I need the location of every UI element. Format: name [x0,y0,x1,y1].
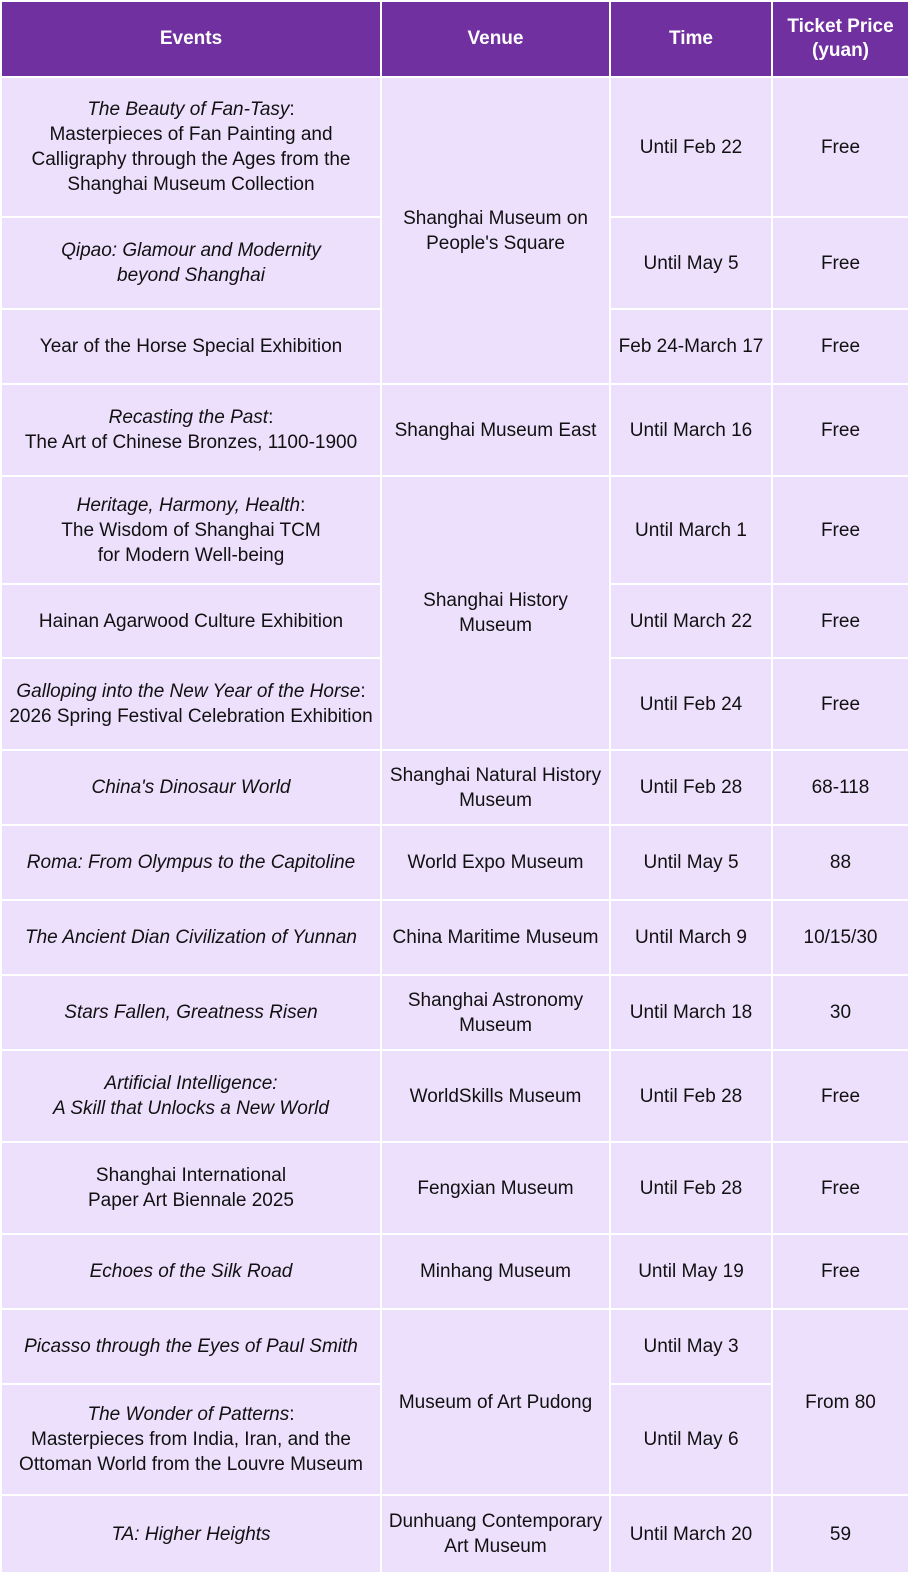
table-row [1,750,909,825]
header-price-line1: Ticket Price [787,16,894,37]
event-title: The Wonder of Patterns [87,1404,290,1425]
event-line1: Shanghai International [95,1165,287,1186]
header-time: Time [610,1,772,77]
header-price-line2: (yuan) [812,40,869,61]
time-cell: Until March 9 [610,900,772,975]
time-cell: Until Feb 24 [610,658,772,750]
venue-cell: Fengxian Museum [381,1142,610,1234]
event-subtitle-line2: for Modern Well-being [97,544,285,566]
table-row [1,1495,909,1573]
event-cell: The Ancient Dian Civilization of Yunnan [1,900,381,975]
price-cell: 30 [772,975,909,1050]
time-cell: Until March 22 [610,584,772,658]
event-cell: Stars Fallen, Greatness Risen [1,975,381,1050]
event-cell: Picasso through the Eyes of Paul Smith [1,1309,381,1384]
time-cell: Until March 16 [610,384,772,476]
time-cell: Until Feb 22 [610,77,772,217]
table-row [1,77,909,217]
event-title: Galloping into the New Year of the Horse [16,681,361,702]
price-cell: Free [772,309,909,384]
event-cell [1,384,381,476]
time-cell: Until March 18 [610,975,772,1050]
table-row [1,1234,909,1309]
event-subtitle: Masterpieces from India, Iran, and the Ottoman World from the Louvre Museum [19,1429,363,1475]
price-cell: 68-118 [772,750,909,825]
price-cell: Free [772,658,909,750]
event-colon: : [360,681,366,702]
time-cell: Until March 20 [610,1495,772,1573]
table-row [1,1142,909,1234]
event-cell [1,77,381,217]
price-cell: Free [772,476,909,584]
price-cell: From 80 [772,1309,909,1495]
event-colon: : [300,494,306,516]
time-cell: Until May 3 [610,1309,772,1384]
time-cell: Until May 5 [610,217,772,309]
time-cell: Until May 19 [610,1234,772,1309]
table-row [1,975,909,1050]
event-cell: China's Dinosaur World [1,750,381,825]
venue-cell: World Expo Museum [381,825,610,900]
event-cell: Roma: From Olympus to the Capitoline [1,825,381,900]
time-cell: Until May 5 [610,825,772,900]
price-cell: Free [772,217,909,309]
event-cell: TA: Higher Heights [1,1495,381,1573]
venue-cell: Shanghai History Museum [381,476,610,750]
venue-cell: Shanghai Astronomy Museum [381,975,610,1050]
event-cell [1,476,381,584]
header-events: Events [1,1,381,77]
event-colon: : [289,1404,295,1425]
header-row [1,1,909,77]
time-cell: Until Feb 28 [610,750,772,825]
venue-cell: China Maritime Museum [381,900,610,975]
table-row [1,1309,909,1384]
time-cell: Feb 24-March 17 [610,309,772,384]
venue-cell: Shanghai Museum on People's Square [381,77,610,384]
event-cell: Echoes of the Silk Road [1,1234,381,1309]
time-cell: Until Feb 28 [610,1142,772,1234]
header-ticket-price [772,1,909,77]
venue-cell: Shanghai Natural History Museum [381,750,610,825]
price-cell: 59 [772,1495,909,1573]
price-cell: Free [772,1234,909,1309]
price-cell: Free [772,1142,909,1234]
venue-cell: Shanghai Museum East [381,384,610,476]
event-title-line1: Qipao: Glamour and Modernity [61,240,321,261]
venue-cell: Minhang Museum [381,1234,610,1309]
event-title-line2: beyond Shanghai [117,265,265,286]
time-cell: Until May 6 [610,1384,772,1495]
venue-cell: Dunhuang Contemporary Art Museum [381,1495,610,1573]
table-row [1,1050,909,1142]
event-title: Heritage, Harmony, Health [76,494,301,516]
table-row [1,476,909,584]
event-cell [1,1142,381,1234]
event-colon: : [268,407,274,428]
time-cell: Until March 1 [610,476,772,584]
event-subtitle: 2026 Spring Festival Celebration Exhibition [9,706,373,727]
price-cell: Free [772,1050,909,1142]
event-cell: Year of the Horse Special Exhibition [1,309,381,384]
event-subtitle-line1: The Wisdom of Shanghai TCM [61,519,321,541]
venue-cell: Museum of Art Pudong [381,1309,610,1495]
event-title: Recasting the Past [108,407,269,428]
price-cell: 10/15/30 [772,900,909,975]
event-title: The Beauty of Fan-Tasy [87,99,290,120]
event-cell: Hainan Agarwood Culture Exhibition [1,584,381,658]
event-subtitle: Masterpieces of Fan Painting and Calligraphy through the Ages from the Shanghai Museum Collection [31,124,351,195]
table-row [1,384,909,476]
time-cell: Until Feb 28 [610,1050,772,1142]
venue-cell: WorldSkills Museum [381,1050,610,1142]
event-colon: : [289,99,295,120]
event-cell [1,217,381,309]
price-cell: Free [772,77,909,217]
event-line2: Paper Art Biennale 2025 [88,1190,294,1211]
price-cell: Free [772,584,909,658]
event-cell [1,1050,381,1142]
header-venue: Venue [381,1,610,77]
event-cell [1,658,381,750]
price-cell: Free [772,384,909,476]
table-row [1,900,909,975]
event-cell [1,1384,381,1495]
price-cell: 88 [772,825,909,900]
event-title-line1: Artificial Intelligence: [104,1073,278,1094]
event-subtitle: The Art of Chinese Bronzes, 1100-1900 [24,432,358,453]
table-row [1,825,909,900]
event-title-line2: A Skill that Unlocks a New World [53,1098,329,1119]
